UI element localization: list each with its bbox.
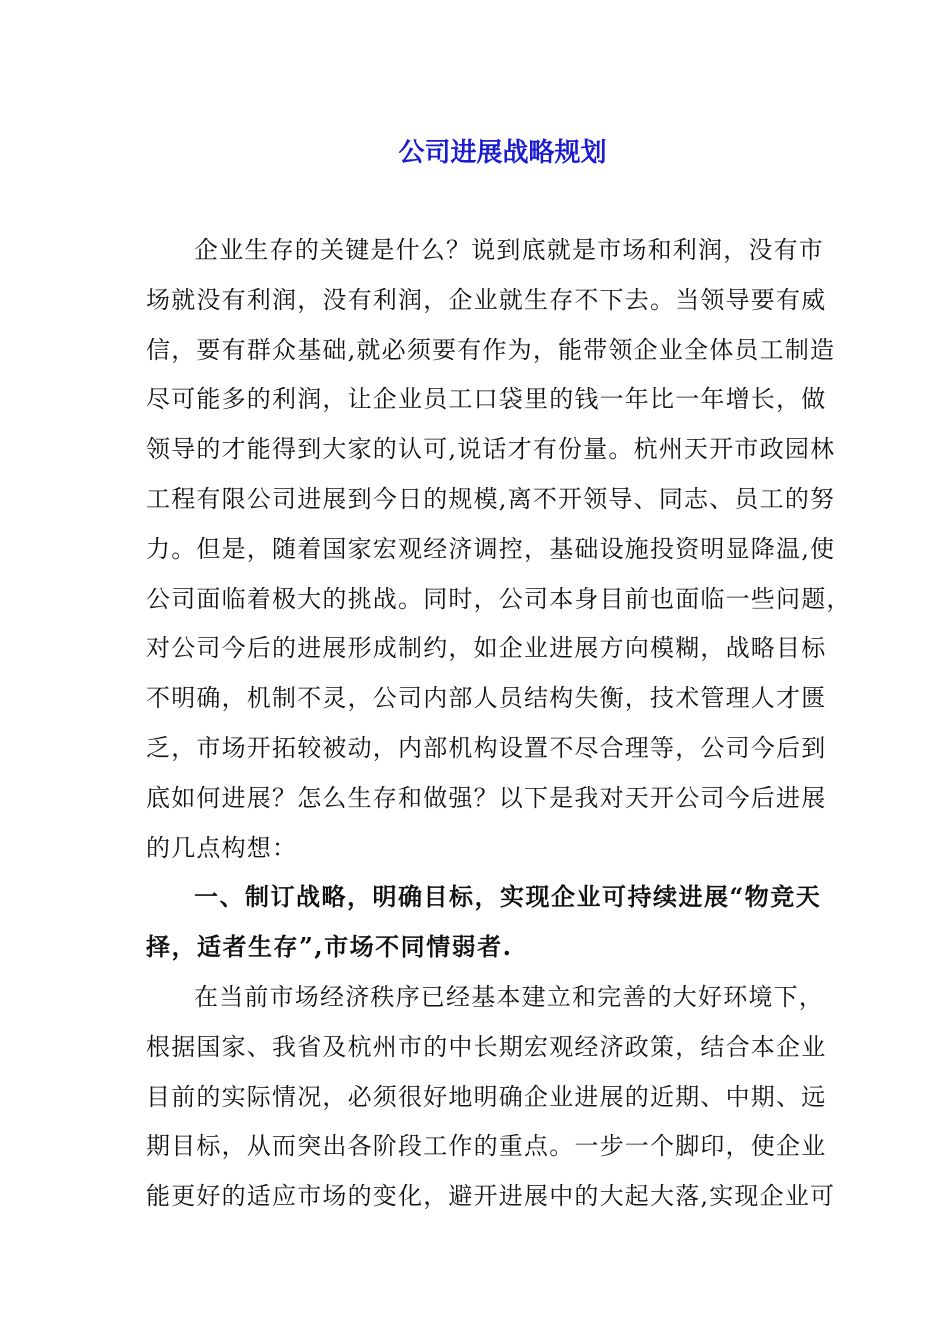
body-line: 根据国家、我省及杭州市的中长期宏观经济政策，结合本企业	[146, 1032, 827, 1061]
body-line: 不明确，机制不灵，公司内部人员结构失衡，技术管理人才匮	[146, 684, 827, 713]
body-line: 乏，市场开拓较被动，内部机构设置不尽合理等，公司今后到	[146, 733, 827, 762]
body-line: 信，要有群众基础,就必须要有作为，能带领企业全体员工制造	[146, 335, 836, 364]
body-line: 在当前市场经济秩序已经基本建立和完善的大好环境下，	[194, 982, 824, 1011]
body-line: 场就没有利润，没有利润，企业就生存不下去。当领导要有威	[146, 285, 827, 314]
document-title: 公司进展战略规划	[398, 138, 607, 168]
body-line: 的几点构想：	[146, 833, 298, 862]
body-line: 目前的实际情况，必须很好地明确企业进展的近期、中期、远	[146, 1082, 827, 1111]
body-line: 力。但是，随着国家宏观经济调控，基础设施投资明显降温,使	[146, 534, 836, 563]
body-line: 尽可能多的利润，让企业员工口袋里的钱一年比一年增长，做	[146, 385, 827, 414]
body-line: 对公司今后的进展形成制约，如企业进展方向模糊，战略目标	[146, 634, 827, 663]
section-heading-line: 一、制订战略，明确目标，实现企业可持续进展“物竞天	[194, 882, 822, 912]
section-heading-line: 择，适者生存”,市场不同情弱者.	[146, 932, 513, 962]
body-line: 工程有限公司进展到今日的规模,离不开领导、同志、员工的努	[146, 484, 836, 513]
body-line: 底如何进展？怎么生存和做强？以下是我对天开公司今后进展	[146, 783, 827, 812]
body-line: 领导的才能得到大家的认可,说话才有份量。杭州天开市政园林	[146, 435, 836, 464]
document-body	[146, 232, 852, 1228]
body-line: 能更好的适应市场的变化，避开进展中的大起大落,实现企业可	[146, 1182, 836, 1211]
body-line: 期目标，从而突出各阶段工作的重点。一步一个脚印，使企业	[146, 1132, 827, 1161]
body-line: 企业生存的关键是什么？说到底就是市场和利润，没有市	[194, 236, 824, 264]
body-line: 公司面临着极大的挑战。同时，公司本身目前也面临一些问题，	[146, 584, 852, 613]
